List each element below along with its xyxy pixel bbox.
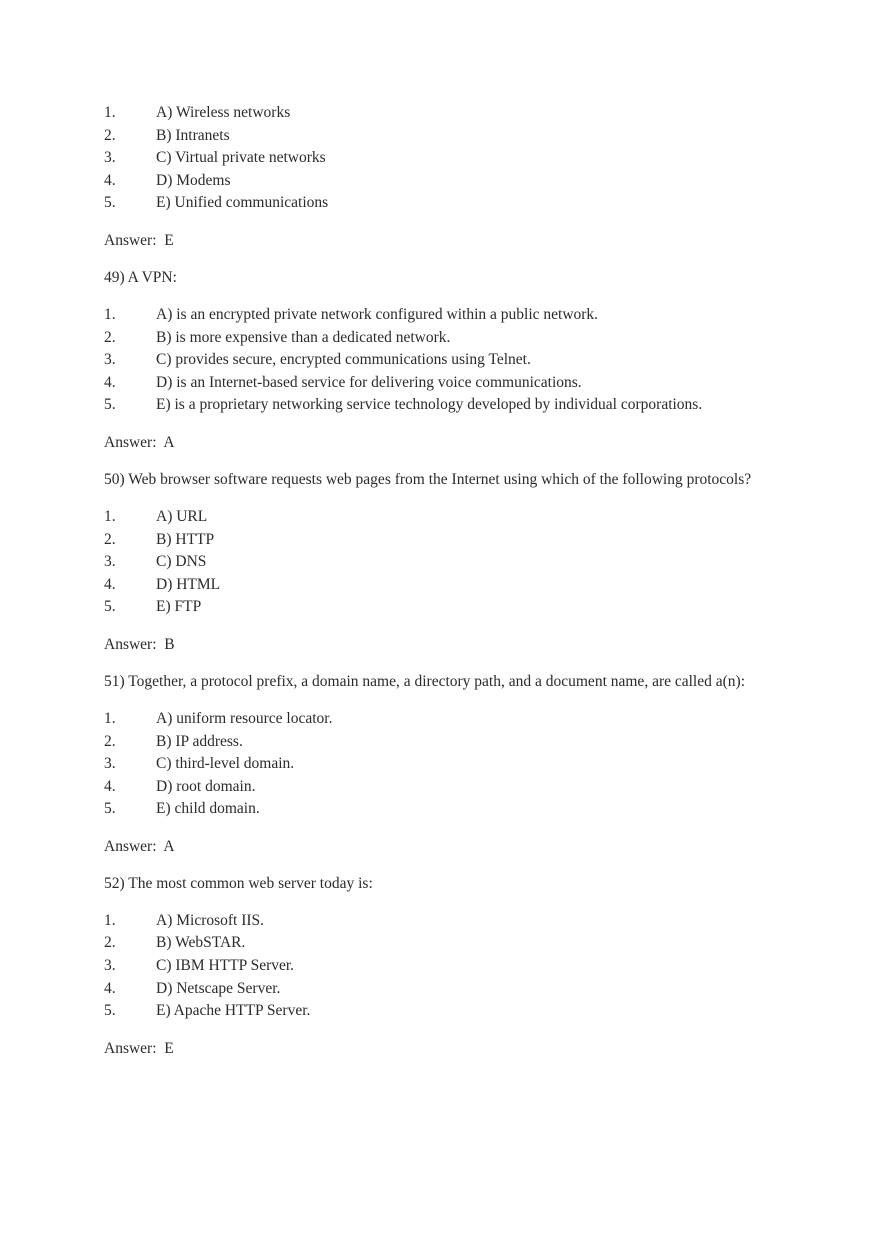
option-text: A) Microsoft IIS. xyxy=(156,911,265,929)
option-text: C) Virtual private networks xyxy=(156,149,326,167)
option-item xyxy=(104,708,804,731)
option-item xyxy=(104,596,804,619)
option-item xyxy=(104,731,804,754)
answer-line: Answer: B xyxy=(104,635,175,653)
option-text: A) is an encrypted private network configured within a public network. xyxy=(156,305,599,323)
option-item xyxy=(104,978,804,1001)
option-list xyxy=(104,910,804,1023)
option-item xyxy=(104,932,804,955)
option-number: 4. xyxy=(104,171,116,189)
option-item xyxy=(104,394,804,417)
option-number: 4. xyxy=(104,373,116,391)
option-number: 2. xyxy=(104,126,116,144)
option-item xyxy=(104,506,804,529)
option-text: E) FTP xyxy=(156,598,202,616)
option-item xyxy=(104,1000,804,1023)
document-page xyxy=(104,102,804,1060)
option-text: D) Modems xyxy=(156,171,231,189)
option-number: 4. xyxy=(104,777,116,795)
option-item xyxy=(104,372,804,395)
question-block xyxy=(104,469,804,656)
question-text: 52) The most common web server today is: xyxy=(104,874,373,892)
question-block xyxy=(104,102,804,252)
option-number: 1. xyxy=(104,507,116,525)
option-number: 4. xyxy=(104,979,116,997)
option-number: 1. xyxy=(104,305,116,323)
option-number: 5. xyxy=(104,598,116,616)
option-text: C) third-level domain. xyxy=(156,755,295,773)
option-text: B) is more expensive than a dedicated network. xyxy=(156,328,451,346)
option-item xyxy=(104,192,804,215)
option-text: B) IP address. xyxy=(156,732,243,750)
question-text: 51) Together, a protocol prefix, a domain name, a directory path, and a document name, are called a(n): xyxy=(104,672,745,690)
option-item xyxy=(104,574,804,597)
option-list xyxy=(104,102,804,215)
answer-line: Answer: E xyxy=(104,231,174,249)
option-text: B) HTTP xyxy=(156,530,215,548)
option-text: D) root domain. xyxy=(156,777,256,795)
answer-line: Answer: E xyxy=(104,1039,174,1057)
option-text: E) is a proprietary networking service technology developed by individual corporations. xyxy=(156,396,703,414)
option-item xyxy=(104,304,804,327)
option-number: 1. xyxy=(104,911,116,929)
option-item xyxy=(104,102,804,125)
option-list xyxy=(104,708,804,821)
option-item xyxy=(104,776,804,799)
option-number: 5. xyxy=(104,1002,116,1020)
option-item xyxy=(104,327,804,350)
option-text: D) Netscape Server. xyxy=(156,979,281,997)
option-number: 1. xyxy=(104,104,116,121)
option-text: E) Unified communications xyxy=(156,194,329,212)
option-text: C) DNS xyxy=(156,553,207,571)
option-number: 3. xyxy=(104,755,116,773)
option-number: 2. xyxy=(104,530,116,548)
answer-line: Answer: A xyxy=(104,433,175,451)
option-text: D) HTML xyxy=(156,575,221,593)
question-text: 50) Web browser software requests web pages from the Internet using which of the following protocols? xyxy=(104,470,752,488)
option-number: 3. xyxy=(104,351,116,369)
option-number: 3. xyxy=(104,957,116,975)
question-block xyxy=(104,873,804,1060)
option-item xyxy=(104,170,804,193)
option-text: B) Intranets xyxy=(156,126,230,144)
option-number: 5. xyxy=(104,800,116,818)
answer-line: Answer: A xyxy=(104,837,175,855)
question-block xyxy=(104,671,804,858)
option-item xyxy=(104,753,804,776)
option-number: 3. xyxy=(104,149,116,167)
option-text: D) is an Internet-based service for delivering voice communications. xyxy=(156,373,582,391)
option-text: E) child domain. xyxy=(156,800,260,818)
option-text: C) IBM HTTP Server. xyxy=(156,957,295,975)
option-text: B) WebSTAR. xyxy=(156,934,246,952)
question-text: 49) A VPN: xyxy=(104,268,177,286)
option-item xyxy=(104,349,804,372)
option-text: A) Wireless networks xyxy=(156,104,291,121)
option-text: E) Apache HTTP Server. xyxy=(156,1002,311,1020)
option-list xyxy=(104,506,804,619)
option-item xyxy=(104,551,804,574)
option-text: C) provides secure, encrypted communications using Telnet. xyxy=(156,351,531,369)
option-item xyxy=(104,125,804,148)
option-item xyxy=(104,910,804,933)
option-item xyxy=(104,147,804,170)
option-text: A) URL xyxy=(156,507,208,525)
option-item xyxy=(104,955,804,978)
option-number: 2. xyxy=(104,934,116,952)
option-number: 2. xyxy=(104,328,116,346)
option-number: 2. xyxy=(104,732,116,750)
option-number: 3. xyxy=(104,553,116,571)
option-list xyxy=(104,304,804,417)
option-number: 5. xyxy=(104,194,116,212)
question-block xyxy=(104,267,804,454)
option-number: 1. xyxy=(104,709,116,727)
option-number: 4. xyxy=(104,575,116,593)
option-item xyxy=(104,798,804,821)
option-number: 5. xyxy=(104,396,116,414)
option-item xyxy=(104,529,804,552)
option-text: A) uniform resource locator. xyxy=(156,709,333,727)
